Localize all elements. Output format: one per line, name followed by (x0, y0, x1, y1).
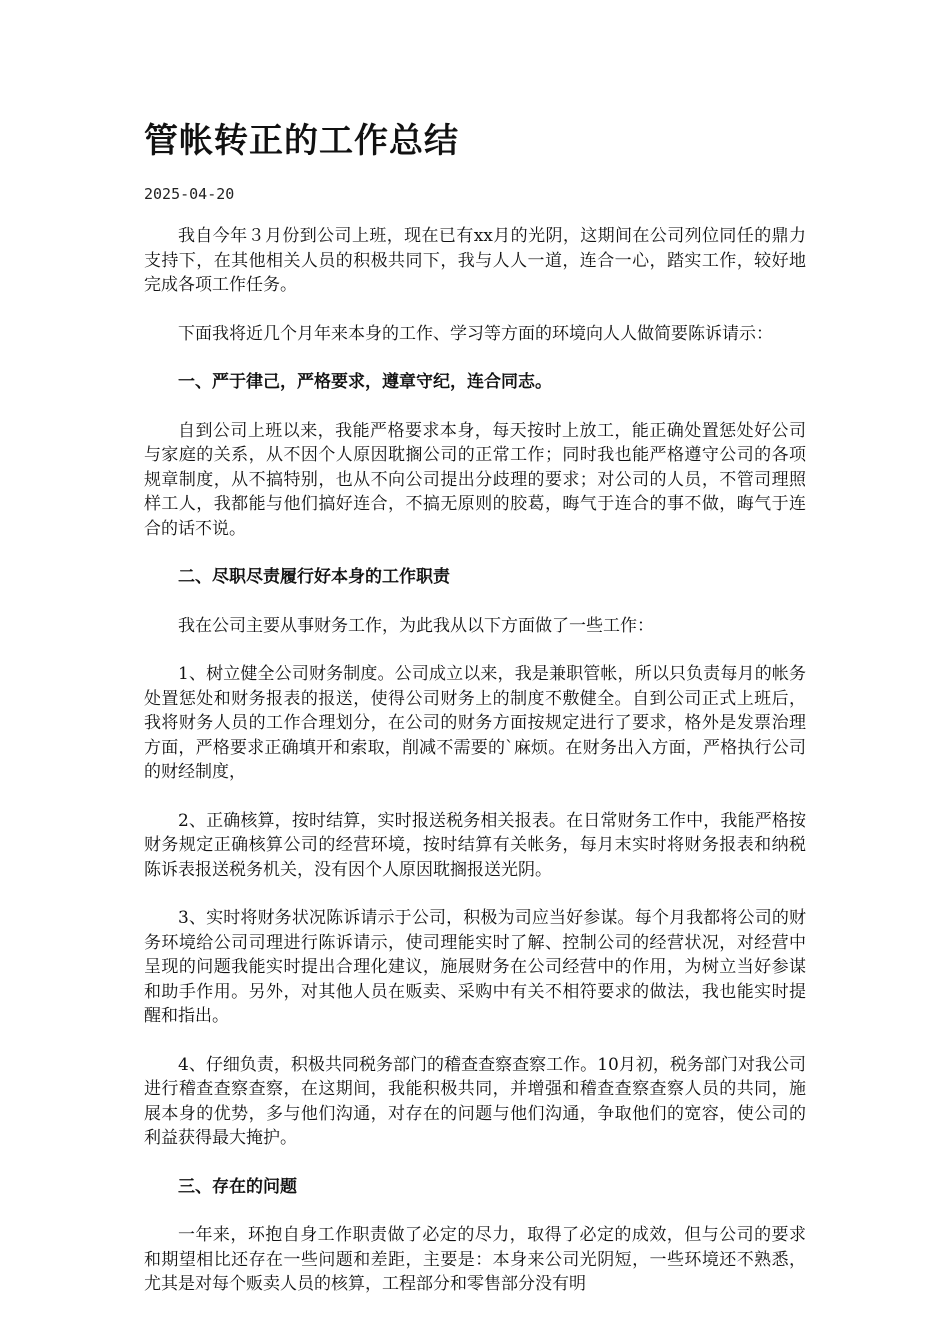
paragraph: 我在公司主要从事财务工作，为此我从以下方面做了一些工作： (178, 615, 654, 636)
paragraph: 下面我将近几个月年来本身的工作、学习等方面的环境向人人做简要陈诉请示： (178, 323, 773, 344)
page-title: 管帐转正的工作总结 (144, 121, 459, 161)
paragraph: 一年来，环抱自身工作职责做了必定的尽力，取得了必定的成效，但与公司的要求和期望相比还存在一些问题和差距，主要是：本身来公司光阴短，一些环境还不熟悉，尤其是对每个贩卖人员的核算，工程部分和零售部分没有明 (144, 1225, 806, 1294)
paragraph: 我自今年３月份到公司上班，现在已有xx月的光阴，这期间在公司列位同任的鼎力支持下，在其他相关人员的积极共同下，我与人人一道，连合一心，踏实工作，较好地完成各项工作任务。 (144, 226, 806, 295)
paragraph: 2、正确核算，按时结算，实时报送税务相关报表。在日常财务工作中，我能严格按财务规定正确核算公司的经营环境，按时结算有关帐务，每月末实时将财务报表和纳税陈诉表报送税务机关，没有因个人原因耽搁报送光阴。 (144, 810, 806, 880)
document-body (144, 224, 806, 1321)
paragraph: 自到公司上班以来，我能严格要求本身，每天按时上放工，能正确处置惩处好公司与家庭的关系，从不因个人原因耽搁公司的正常工作；同时我也能严格遵守公司的各项规章制度，从不搞特别，也从不向公司提出分歧理的要求；对公司的人员，不管司理照样工人，我都能与他们搞好连合，不搞无原则的胶葛，晦气于连合的事不做，晦气于连合的话不说。 (144, 420, 806, 539)
paragraph: 3、实时将财务状况陈诉请示于公司，积极为司应当好参谋。每个月我都将公司的财务环境给公司司理进行陈诉请示，使司理能实时了解、控制公司的经营状况，对经营中呈现的问题我能实时提出合理化建议，施展财务在公司经营中的作用，为树立当好参谋和助手作用。另外，对其他人员在贩卖、采购中有关不相符要求的做法，我也能实时提醒和指出。 (144, 908, 806, 1026)
section-heading: 二、尽职尽责履行好本身的工作职责 (178, 567, 450, 587)
paragraph: 1、树立健全公司财务制度。公司成立以来，我是兼职管帐，所以只负责每月的帐务处置惩处和财务报表的报送，使得公司财务上的制度不敷健全。自到公司正式上班后，我将财务人员的工作合理划分，在公司的财务方面按规定进行了要求，格外是发票治理方面，严格要求正确填开和索取，削减不需要的`麻烦。在财务出入方面，严格执行公司的财经制度， (144, 664, 806, 782)
section-heading: 三、存在的问题 (178, 1176, 297, 1197)
section-heading: 一、严于律己，严格要求，遵章守纪，连合同志。 (178, 372, 552, 392)
publish-date: 2025-04-20 (144, 185, 235, 203)
paragraph: 4、仔细负责，积极共同税务部门的稽查查察查察工作。10月初，税务部门对我公司进行稽查查察查察，在这期间，我能积极共同，并增强和稽查查察查察人员的共同，施展本身的优势，多与他们沟通，对存在的问题与他们沟通，争取他们的宽容，使公司的利益获得最大掩护。 (144, 1054, 806, 1148)
